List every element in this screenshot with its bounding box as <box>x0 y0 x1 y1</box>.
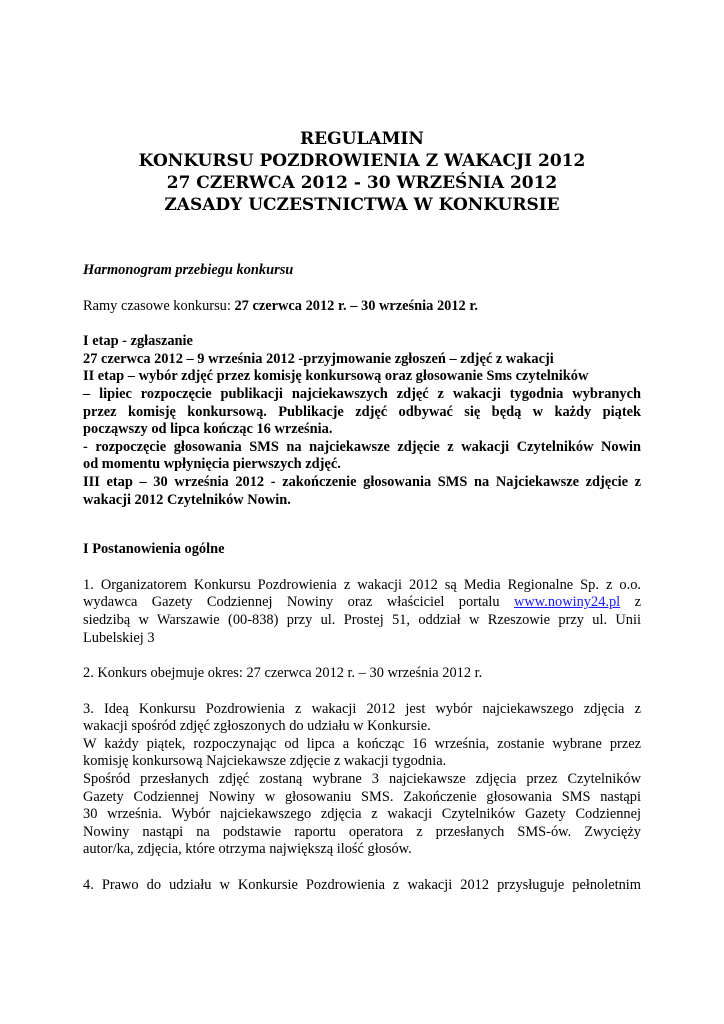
paragraph-3-line: wakacji spośród zdjęć zgłoszonych do udziału w Konkursie. <box>83 718 431 735</box>
paragraph-1-line <box>83 594 641 612</box>
title-line-1: REGULAMIN <box>300 129 424 149</box>
paragraph-3-line: Gazety Codziennej Nowiny w głosowaniu SMS. Zakończenie głosowania SMS nastąpi <box>83 788 641 805</box>
paragraph-1-line: Lubelskiej 3 <box>83 629 155 646</box>
paragraph-3-line: Spośród przesłanych zdjęć zostaną wybrane 3 najciekawsze zdjęcia przez Czytelników <box>83 771 641 788</box>
paragraph-1-line: 1. Organizatorem Konkursu Pozdrowienia z wakacji 2012 są Media Regionalne Sp. z o.o. <box>83 576 641 593</box>
nowiny24-link[interactable]: www.nowiny24.pl <box>513 594 621 611</box>
etap1-text: 27 czerwca 2012 – 9 września 2012 -przyjmowanie zgłoszeń – zdjęć z wakacji <box>83 350 554 367</box>
document-body <box>83 262 641 895</box>
etap2-line: - rozpoczęcie głosowania SMS na najciekawsze zdjęcie z wakacji Czytelników Nowin <box>83 438 641 455</box>
etap3-line: wakacji 2012 Czytelników Nowin. <box>83 491 291 508</box>
paragraph-3-line: komisję konkursową Najciekawsze zdjęcie z wakacji tygodnia. <box>83 753 447 770</box>
etap2-line: od momentu wpłynięcia pierwszych zdjęć. <box>83 456 341 473</box>
paragraph-3-line: 3. Ideą Konkursu Pozdrowienia z wakacji 2012 jest wybór najciekawszego zdjęcia z <box>83 700 641 717</box>
ramy-value: 27 czerwca 2012 r. – 30 września 2012 r. <box>234 297 478 314</box>
paragraph-1-line: siedzibą w Warszawie (00-838) przy ul. Prostej 51, oddział w Rzeszowie przy ul. Unii <box>83 611 641 628</box>
etap2-line: II etap – wybór zdjęć przez komisję konkursową oraz głosowanie Sms czytelników <box>83 368 589 385</box>
etap2-line: począwszy od lipca kończąc 16 września. <box>83 421 333 438</box>
document-title <box>0 128 724 216</box>
etap1-heading: I etap - zgłaszanie <box>83 333 193 350</box>
section1-heading: I Postanowienia ogólne <box>83 541 225 558</box>
paragraph-2: 2. Konkurs obejmuje okres: 27 czerwca 2012 r. – 30 września 2012 r. <box>83 665 483 682</box>
ramy-czasowe <box>83 298 641 316</box>
ramy-label: Ramy czasowe konkursu: <box>83 297 235 314</box>
paragraph-3-line: autor/ka, zdjęcia, które otrzyma największą ilość głosów. <box>83 841 412 858</box>
etap3-line: III etap – 30 września 2012 - zakończenie głosowania SMS na Najciekawsze zdjęcie z <box>83 473 641 490</box>
etap2-line: – lipiec rozpoczęcie publikacji najciekawszych zdjęć z wakacji tygodnia wybranych <box>83 385 641 402</box>
title-line-4: ZASADY UCZESTNICTWA W KONKURSIE <box>164 195 560 215</box>
paragraph-3-line: W każdy piątek, rozpoczynając od lipca a kończąc 16 września, zostanie wybrane przez <box>83 735 641 752</box>
etap2-line: przez komisję konkursową. Publikacje zdjęć odbywać się będą w każdy piątek <box>83 403 641 420</box>
title-line-3: 27 CZERWCA 2012 - 30 WRZEŚNIA 2012 <box>166 173 558 193</box>
paragraph-4-line: 4. Prawo do udziału w Konkursie Pozdrowienia z wakacji 2012 przysługuje pełnoletnim <box>83 877 641 894</box>
p1-line2-pre: wydawca Gazety Codziennej Nowiny oraz właściciel portalu <box>83 594 514 611</box>
paragraph-3-line: Nowiny nastąpi na podstawie raportu operatora z przesłanych SMS-ów. Zwycięży <box>83 823 641 840</box>
title-line-2: KONKURSU POZDROWIENIA Z WAKACJI 2012 <box>138 151 586 171</box>
p1-line2-post: z <box>620 594 641 611</box>
harmonogram-heading: Harmonogram przebiegu konkursu <box>83 262 294 278</box>
paragraph-3-line: 30 września. Wybór najciekawszego zdjęcia z wakacji Czytelników Gazety Codziennej <box>83 806 641 823</box>
